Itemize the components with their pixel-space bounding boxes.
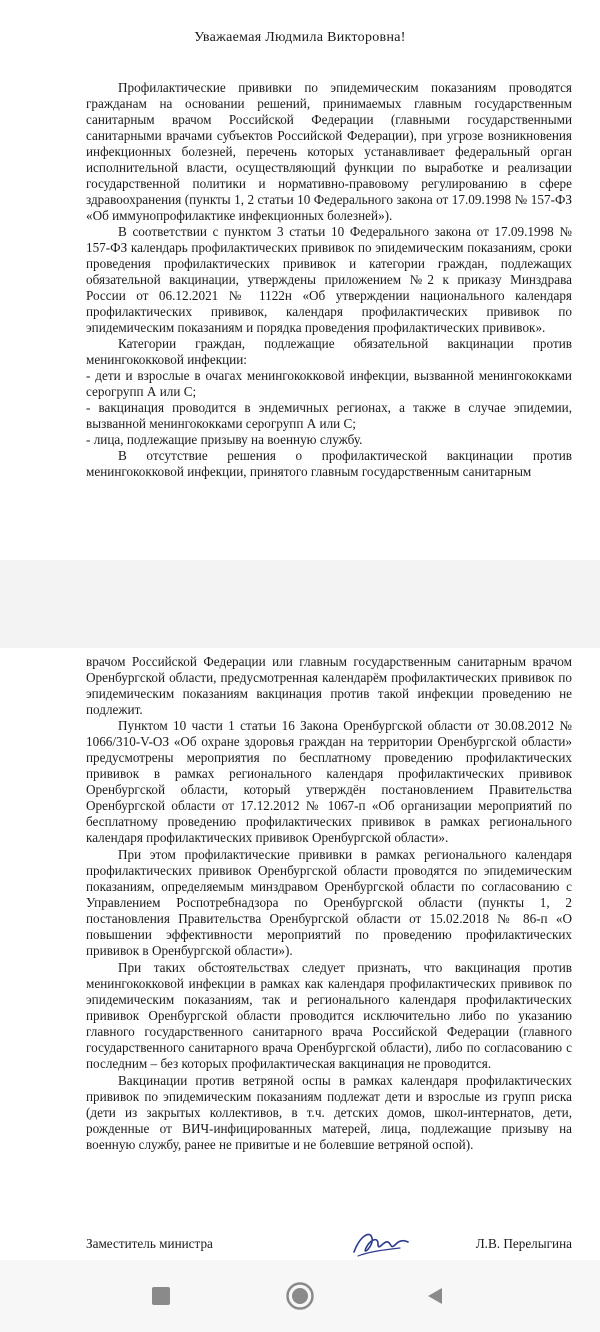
system-navigation-bar <box>0 1260 600 1332</box>
list-item: - дети и взрослые в очагах менингококковой инфекции, вызванной менингококками серогрупп А или С; <box>86 368 572 399</box>
paragraph: Вакцинации против ветряной оспы в рамках календаря профилактических прививок по эпидемическим показаниям подлежат дети и взрослые из групп риска (дети из закрытых коллективов, в т.ч. детских домов, школ-интернатов, дети, рожденные от ВИЧ-инфицированных матерей, лица, подлежащие призыву на военную службу, ранее не привитые и не болевшие ветряной оспой). <box>86 1073 572 1152</box>
paragraph: врачом Российской Федерации или главным государственным санитарным врачом Оренбургской области, предусмотренная календарём профилактических прививок по эпидемическим показаниям вакцинация против такой инфекции проведению не подлежит. <box>86 654 572 717</box>
paragraph: При этом профилактические прививки в рамках регионального календаря профилактических прививок Оренбургской области проводятся по эпидемическим показаниям, определяемым минздравом Оренбургской области по согласованию с Управлением Роспотребнадзора по Оренбургской области (пункты 1, 2 постановления Правительства Оренбургской области от 15.02.2018 № 86-п «О повышении эффективности мероприятий по проведению профилактических прививок в Оренбургской области»). <box>86 847 572 958</box>
signatory-name: Л.В. Перелыгина <box>475 1236 572 1251</box>
document-page-1 <box>0 0 600 560</box>
paragraph: В соответствии с пунктом 3 статьи 10 Федерального закона от 17.09.1998 № 157-ФЗ календарь профилактических прививок по эпидемическим показаниям, сроки проведения профилактических прививок и категории граждан, подлежащих обязательной вакцинации, утверждены приложением №2 к приказу Минздрава России от 06.12.2021 № 1122н «Об утверждении национального календаря профилактических прививок, календаря профилактических прививок по эпидемическим показаниям и порядка проведения профилактических прививок». <box>86 224 572 335</box>
greeting: Уважаемая Людмила Викторовна! <box>194 30 406 45</box>
signatory-title: Заместитель министра <box>86 1236 213 1251</box>
back-icon <box>424 1285 446 1307</box>
paragraph: При таких обстоятельствах следует признать, что вакцинация против менингококковой инфекции в рамках как календаря профилактических прививок по эпидемическим показаниям, так и регионального календаря профилактических прививок Оренбургской области проводится исключительно либо по указанию главного государственного санитарного врача Российской Федерации (главного государственного санитарного врача Оренбургской области), либо по согласованию с последним – без которых профилактическая вакцинация не проводится. <box>86 960 572 1071</box>
paragraph: В отсутствие решения о профилактической вакцинации против менингококковой инфекции, принятого главным государственным санитарным <box>86 448 572 479</box>
page1-body <box>86 80 572 480</box>
back-button[interactable] <box>419 1280 451 1312</box>
list-item: - вакцинация проводится в эндемичных регионах, а также в случае эпидемии, вызванной менингококками серогрупп А или С; <box>86 400 572 431</box>
page2-body <box>86 654 572 1153</box>
home-icon <box>285 1281 315 1311</box>
document-page-2 <box>0 648 600 1260</box>
home-button[interactable] <box>284 1280 316 1312</box>
page-separator <box>0 560 600 648</box>
signature-block <box>86 1230 572 1260</box>
recent-apps-button[interactable] <box>145 1280 177 1312</box>
paragraph: Пунктом 10 части 1 статьи 16 Закона Оренбургской области от 30.08.2012 № 1066/310-V-ОЗ «Об охране здоровья граждан на территории Оренбургской области» предусмотрены мероприятия по бесплатному проведению профилактических прививок в рамках регионального календаря профилактических прививок Оренбургской области, который утверждён постановлением Правительства Оренбургской области от 17.12.2012 № 1067-п «Об организации мероприятий по бесплатному проведению профилактических прививок в рамках регионального календаря профилактических прививок Оренбургской области». <box>86 718 572 845</box>
paragraph: Профилактические прививки по эпидемическим показаниям проводятся гражданам на основании решений, принимаемых главным государственным санитарным врачом Российской Федерации (главными государственными санитарными врачами субъектов Российской Федерации), при угрозе возникновения инфекционных болезней, перечень которых устанавливает федеральный орган исполнительной власти, осуществляющий функции по выработке и реализации государственной политики и нормативно-правовому регулированию в сфере здравоохранения (пункты 1, 2 статьи 10 Федерального закона от 17.09.1998 № 157-ФЗ «Об иммунопрофилактике инфекционных болезней»). <box>86 80 572 223</box>
list-item: - лица, подлежащие призыву на военную службу. <box>86 432 363 447</box>
recent-apps-icon <box>150 1285 172 1307</box>
paragraph: Категории граждан, подлежащие обязательной вакцинации против менингококковой инфекции: <box>86 336 572 367</box>
handwritten-signature <box>348 1226 418 1262</box>
